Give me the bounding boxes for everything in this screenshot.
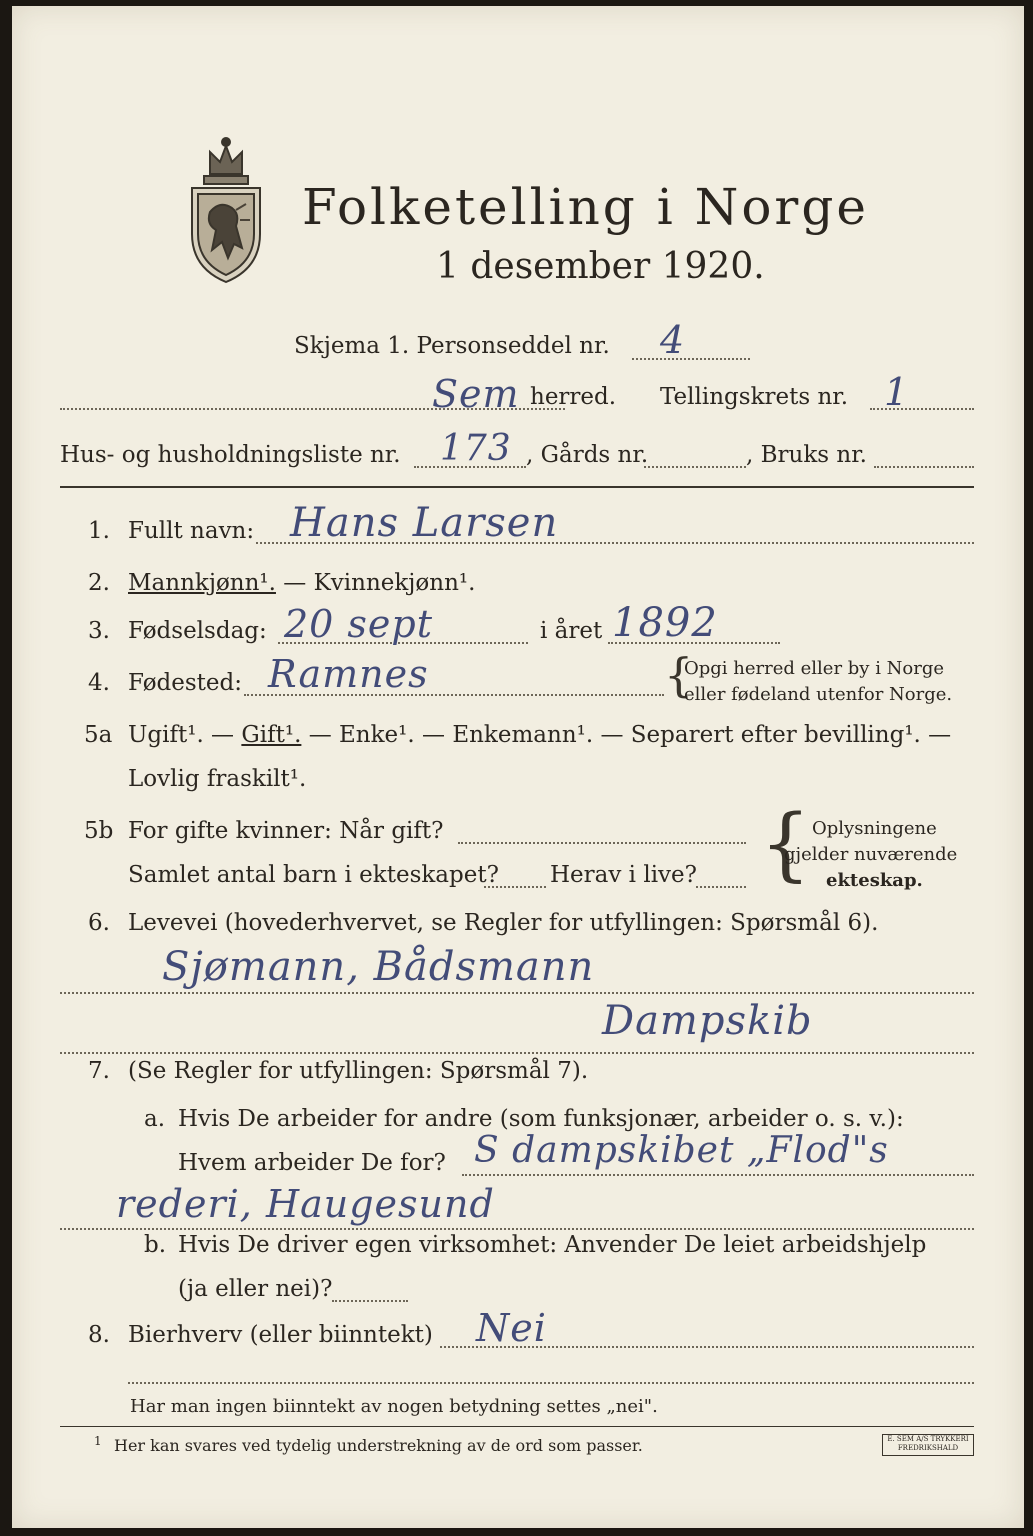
q4-label: Fødested: — [128, 670, 243, 696]
q7a-line1: Hvis De arbeider for andre (som funksjonær, arbeider o. s. v.): — [178, 1106, 904, 1132]
footnote-mark: 1 — [94, 1434, 102, 1448]
q7b-letter: b. — [144, 1232, 167, 1258]
sex-separator: — — [275, 570, 314, 596]
birthday-value: 20 sept — [284, 602, 434, 646]
q5b-alive-label: Herav i live? — [550, 862, 697, 888]
q7-label: (Se Regler for utfyllingen: Spørsmål 7). — [128, 1058, 589, 1084]
bruks-label: , Bruks nr. — [746, 442, 867, 468]
herred-value: Sem — [432, 372, 520, 416]
husholdningsliste-label: Hus- og husholdningsliste nr. — [60, 442, 401, 468]
printer-stamp: E. SEM A/S TRYKKERI FREDRIKSHALD — [882, 1434, 974, 1456]
occupation-value2: Dampskib — [602, 998, 813, 1044]
footnote-divider — [60, 1426, 974, 1427]
q3-label: Fødselsdag: — [128, 618, 267, 644]
q8-number: 8. — [88, 1322, 110, 1348]
employer-line1 — [462, 1174, 974, 1176]
marital-gift: Gift¹. — [241, 722, 302, 748]
q6-number: 6. — [88, 910, 110, 936]
q4-note-line2: eller fødeland utenfor Norge. — [684, 684, 953, 705]
q8-note: Har man ingen biinntekt av nogen betydning settes „nei". — [130, 1396, 658, 1417]
q5b-note3: ekteskap. — [826, 870, 923, 891]
q2-number: 2. — [88, 570, 110, 596]
marital-ugift: Ugift¹. — [128, 722, 204, 748]
employs-help-line — [332, 1300, 408, 1302]
q7a-line2: Hvem arbeider De for? — [178, 1150, 446, 1176]
sex-male-option: Mannkjønn¹. — [128, 570, 276, 596]
married-when-line — [458, 842, 746, 844]
q5b-number: 5b — [84, 818, 114, 844]
occupation-line1 — [60, 992, 974, 994]
q7b-line1: Hvis De driver egen virksomhet: Anvender De leiet arbeidshjelp — [178, 1232, 927, 1258]
side-income-value: Nei — [476, 1306, 547, 1350]
children-count-line — [484, 886, 546, 888]
census-date: 1 desember 1920. — [436, 246, 765, 287]
q5b-line2: Samlet antal barn i ekteskapet? — [128, 862, 499, 888]
gards-label: , Gårds nr. — [526, 442, 649, 468]
employer-line2 — [60, 1228, 974, 1230]
header-divider — [60, 486, 974, 488]
q5b-brace: { — [760, 797, 811, 890]
q4-number: 4. — [88, 670, 110, 696]
q7b-line2: (ja eller nei)? — [178, 1276, 333, 1302]
schema-label: Skjema 1. Personseddel nr. — [294, 333, 610, 359]
q3-number: 3. — [88, 618, 110, 644]
q6-label: Levevei (hovederhvervet, se Regler for utfyllingen: Spørsmål 6). — [128, 910, 879, 936]
footnote-text: Her kan svares ved tydelig understrekning av de ord som passer. — [114, 1436, 643, 1455]
gards-line — [644, 466, 746, 468]
form-title: Folketelling i Norge — [302, 178, 869, 236]
q5b-line1: For gifte kvinner: Når gift? — [128, 818, 444, 844]
bruks-line — [874, 466, 974, 468]
tellingskrets-label: Tellingskrets nr. — [660, 384, 849, 410]
marital-options: Ugift¹. — Gift¹. — Enke¹. — Enkemann¹. — Separert efter bevilling¹. — — [128, 722, 952, 748]
marital-lovlig-fraskilt: Lovlig fraskilt¹. — [128, 766, 307, 792]
tellingskrets-value: 1 — [884, 370, 910, 414]
q8-label: Bierhverv (eller biinntekt) — [128, 1322, 433, 1348]
q7-number: 7. — [88, 1058, 110, 1084]
herred-label: herred. — [530, 384, 617, 410]
marital-enkemann: Enkemann¹. — [452, 722, 594, 748]
q1-number: 1. — [88, 518, 110, 544]
q7a-letter: a. — [144, 1106, 166, 1132]
marital-enke: Enke¹. — [339, 722, 415, 748]
bleed-through — [622, 92, 627, 112]
year-label: i året — [540, 618, 603, 644]
norwegian-coat-of-arms-icon — [180, 130, 272, 286]
employer-value1: S dampskibet „Flod"s — [474, 1130, 889, 1171]
husholdningsliste-number: 173 — [440, 428, 512, 469]
census-form-page — [12, 6, 1024, 1528]
sex-options — [128, 570, 475, 596]
full-name-value: Hans Larsen — [290, 500, 559, 546]
personseddel-line — [632, 358, 750, 360]
birthplace-value: Ramnes — [268, 652, 429, 696]
q4-note-line1: Opgi herred eller by i Norge — [684, 658, 945, 679]
q5a-number: 5a — [84, 722, 113, 748]
q5b-note2: gjelder nuværende — [784, 844, 958, 865]
q1-label: Fullt navn: — [128, 518, 255, 544]
q4-brace: { — [664, 648, 694, 702]
marital-separert: Separert efter bevilling¹. — [630, 722, 921, 748]
side-income-line2 — [128, 1382, 974, 1384]
q5b-note1: Oplysningene — [812, 818, 937, 839]
occupation-line2 — [60, 1052, 974, 1054]
occupation-value1: Sjømann, Bådsmann — [162, 944, 595, 990]
sex-female-option: Kvinnekjønn¹. — [313, 570, 476, 596]
birth-year-value: 1892 — [612, 600, 718, 646]
children-alive-line — [696, 886, 746, 888]
employer-value2: rederi, Haugesund — [116, 1182, 495, 1226]
personseddel-number: 4 — [660, 318, 686, 362]
